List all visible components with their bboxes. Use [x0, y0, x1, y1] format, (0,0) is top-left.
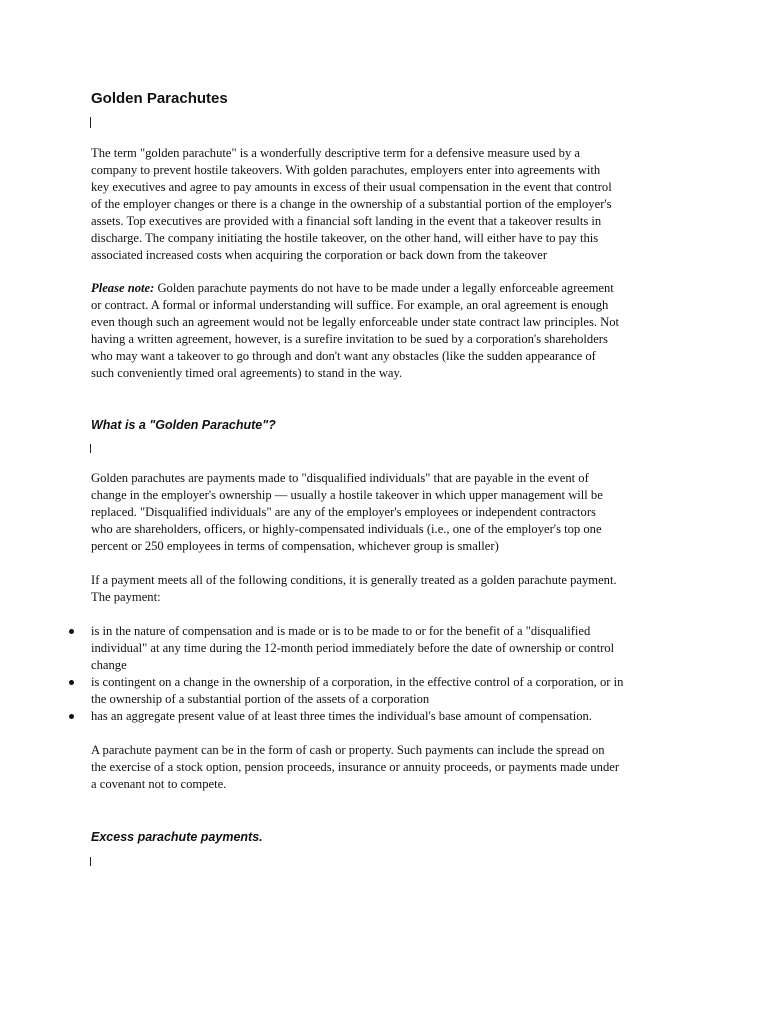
text-line: even though such an agreement would not be legally enforceable under state contract law principles. Not [91, 315, 620, 329]
note-label: Please note: [91, 281, 155, 295]
text-line: replaced. "Disqualified individuals" are any of the employer's employees or independent contractors [91, 505, 596, 519]
text-line: discharge. The company initiating the hostile takeover, on the other hand, will either have to pay this [91, 231, 599, 245]
text-line: A parachute payment can be in the form of cash or property. Such payments can include the spread on [91, 743, 605, 757]
text-line: a covenant not to compete. [91, 777, 227, 791]
text-line: or contract. A formal or informal understanding will suffice. For example, an oral agreement is enough [91, 298, 609, 312]
text-cursor [90, 444, 91, 453]
bullet-icon [69, 629, 74, 634]
text-line: The payment: [91, 590, 161, 604]
conditions-paragraph [91, 572, 691, 606]
text-line: of the employer changes or there is a change in the ownership of a substantial portion of the employer's [91, 197, 612, 211]
text-line: key executives and agree to pay amounts in excess of their usual compensation in the event that control [91, 180, 612, 194]
text-line: change [91, 658, 127, 672]
text-line: who may want a takeover to go through and don't want any obstacles (like the sudden appearance of [91, 349, 596, 363]
text-line: such conveniently timed oral agreements) to stand in the way. [91, 366, 403, 380]
text-line: the ownership of a substantial portion of the assets of a corporation [91, 692, 430, 706]
definition-paragraph [91, 470, 691, 555]
text-line: the exercise of a stock option, pension proceeds, insurance or annuity proceeds, or payments made under [91, 760, 620, 774]
note-text: Golden parachute payments do not have to be made under a legally enforceable agreement [154, 281, 614, 295]
text-line [91, 280, 691, 297]
text-line: is in the nature of compensation and is made or is to be made to or for the benefit of a "disqualified [91, 624, 591, 638]
text-line: company to prevent hostile takeovers. With golden parachutes, employers enter into agreements with [91, 163, 601, 177]
intro-paragraph [91, 145, 691, 264]
page-title: Golden Parachutes [91, 90, 228, 107]
section-heading-excess: Excess parachute payments. [91, 830, 263, 844]
form-paragraph [91, 742, 691, 793]
list-item-text [91, 674, 706, 708]
text-cursor [90, 117, 91, 128]
text-line: assets. Top executives are provided with a financial soft landing in the event that a takeover results in [91, 214, 602, 228]
text-line: The term "golden parachute" is a wonderfully descriptive term for a defensive measure used by a [91, 146, 581, 160]
text-line: associated increased costs when acquiring the corporation or back down from the takeover [91, 248, 548, 262]
text-line: percent or 250 employees in terms of compensation, whichever group is smaller) [91, 539, 499, 553]
text-line: who are shareholders, officers, or highly-compensated individuals (i.e., one of the employer's top one [91, 522, 602, 536]
text-line: has an aggregate present value of at least three times the individual's base amount of compensation. [91, 709, 592, 723]
list-item-text [91, 623, 706, 674]
text-line: Golden parachutes are payments made to "disqualified individuals" that are payable in the event of [91, 471, 589, 485]
section-heading-what-is: What is a "Golden Parachute"? [91, 418, 276, 432]
text-line: is contingent on a change in the ownership of a corporation, in the effective control of a corporation, or in [91, 675, 624, 689]
bullet-icon [69, 714, 74, 719]
text-line: individual" at any time during the 12-month period immediately before the date of ownership or control [91, 641, 615, 655]
text-line: change in the employer's ownership — usually a hostile takeover in which upper management will be [91, 488, 603, 502]
bullet-icon [69, 680, 74, 685]
text-line: If a payment meets all of the following conditions, it is generally treated as a golden parachute payment. [91, 573, 617, 587]
note-paragraph [91, 280, 691, 382]
list-item-text [91, 708, 706, 725]
text-cursor [90, 857, 91, 866]
text-line: having a written agreement, however, is a surefire invitation to be sued by a corporation's shareholders [91, 332, 608, 346]
